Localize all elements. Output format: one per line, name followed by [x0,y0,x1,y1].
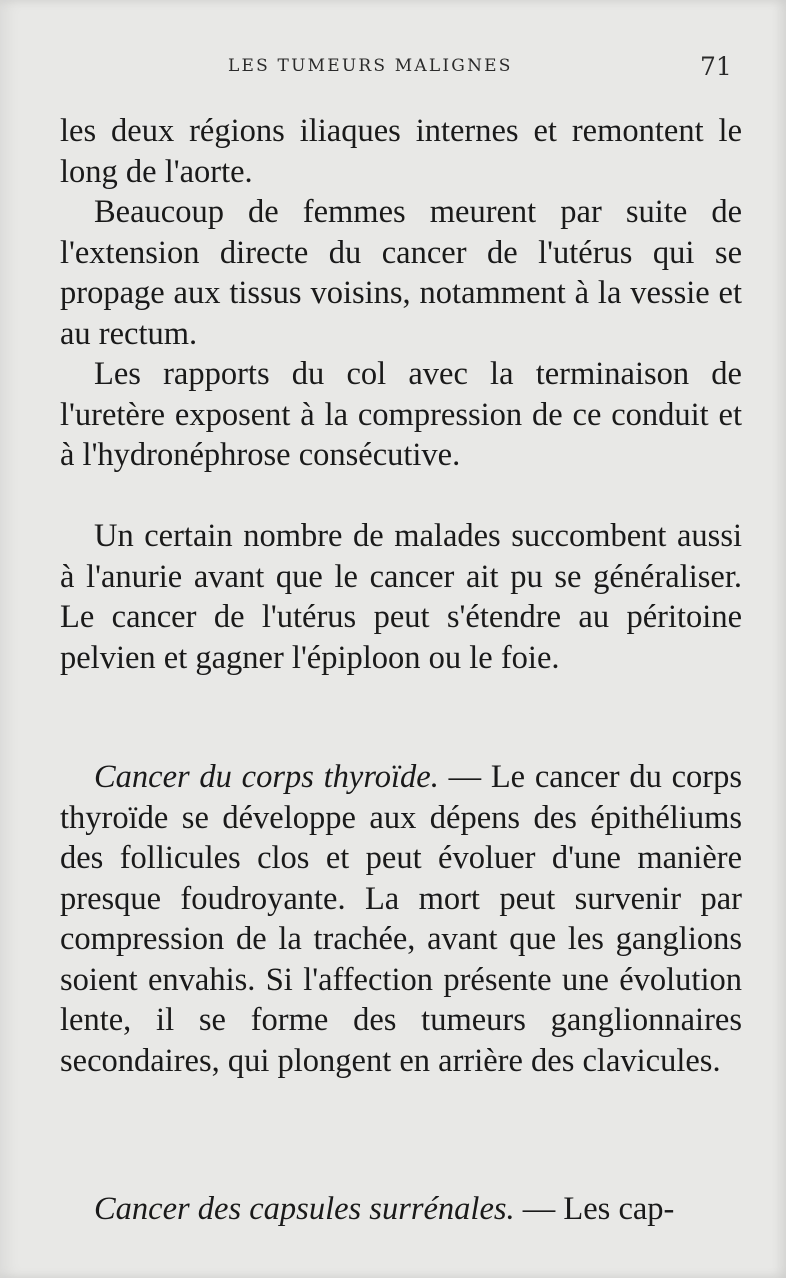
paragraph-ureter [60,354,742,476]
page-number: 71 [700,52,732,81]
running-title: LES TUMEURS MALIGNES [228,56,513,76]
paragraph-anuria [60,516,742,678]
paragraph-continuation [60,111,742,192]
paragraph-text: Un certain nombre de malades succombent aussi à l'anurie avant que le cancer ait pu se généraliser. Le cancer de l'utérus peut s'étendre au péritoine pelvien et gagner l'épiploon ou le foie. [60,518,742,676]
section-heading: Cancer du corps thyroïde. [94,759,439,795]
paragraph-uterine-extension [60,192,742,354]
page-edge [786,0,800,1278]
paragraph-text: Les rapports du col avec la terminaison de l'uretère exposent à la compression de ce conduit et à l'hydronéphrose consécutive. [60,356,742,473]
section-adrenal-cancer [60,1189,742,1230]
section-text: — Le cancer du corps thyroïde se développe aux dépens des épithéliums des follicules clos et peut évoluer d'une manière presque foudroyante. La mort peut survenir par compression de la trachée, avant que les ganglions soient envahis. Si l'affection présente une évolution lente, il se forme des tumeurs ganglionnaires secondaires, qui plongent en arrière des clavicules. [60,759,742,1079]
paragraph-text: les deux régions iliaques internes et remontent le long de l'aorte. [60,113,742,190]
section-paragraph [60,757,742,1081]
section-text: — Les cap- [514,1191,675,1227]
section-heading: Cancer des capsules surrénales. [94,1191,515,1227]
paragraph-text: Beaucoup de femmes meurent par suite de l'extension directe du cancer de l'utérus qui se propage aux tissus voisins, notamment à la vessie et au rectum. [60,194,742,352]
section-thyroid-cancer [60,757,742,1081]
running-header [0,52,786,82]
section-paragraph [60,1189,742,1230]
